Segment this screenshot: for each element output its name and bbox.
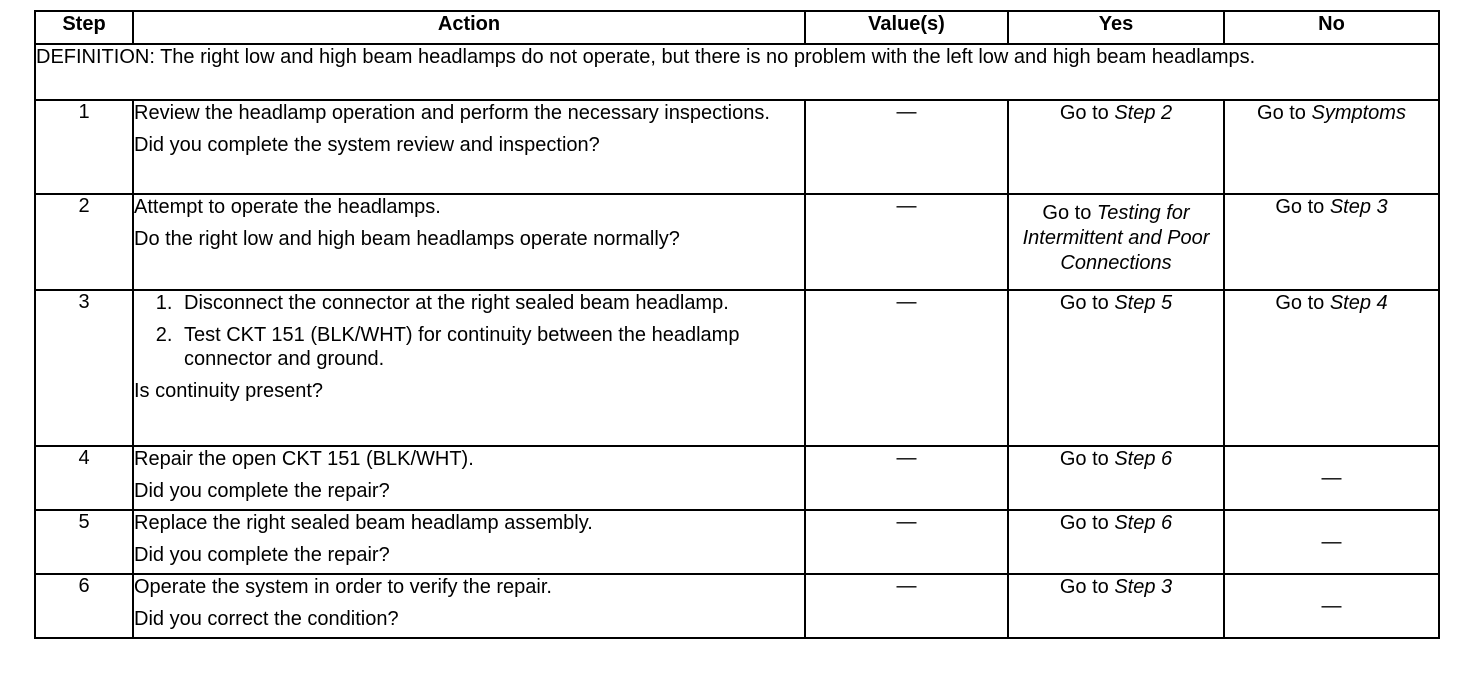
no-cell — [1224, 574, 1439, 638]
value-cell — [805, 290, 1008, 446]
yes-cell — [1008, 194, 1224, 290]
table-row — [35, 194, 1439, 290]
yes-prefix: Go to — [1059, 512, 1115, 534]
substep-item: 2. Test CKT 151 (BLK/WHT) for continuity between the headlamp connector and ground. — [178, 323, 804, 371]
no-dash: — — [1321, 530, 1342, 553]
yes-prefix: Go to — [1059, 292, 1115, 314]
action-text: Repair the open CKT 151 (BLK/WHT). — [134, 448, 474, 470]
step-number: 5 — [35, 510, 133, 574]
step-number: 1 — [35, 100, 133, 194]
yes-cell — [1008, 290, 1224, 446]
step-number: 2 — [35, 194, 133, 290]
value-cell — [805, 194, 1008, 290]
yes-prefix: Go to — [1059, 576, 1115, 598]
action-cell — [133, 446, 805, 510]
yes-link[interactable]: Testing for Intermittent and Poor Connections — [1022, 202, 1210, 274]
substep-item: 1. Disconnect the connector at the right sealed beam headlamp. — [178, 291, 804, 315]
action-cell — [133, 100, 805, 194]
action-question: Do the right low and high beam headlamps operate normally? — [134, 228, 680, 250]
header-action: Action — [133, 11, 805, 44]
no-link[interactable]: Symptoms — [1311, 102, 1406, 124]
yes-prefix: Go to — [1059, 102, 1115, 124]
substep-list — [134, 291, 804, 371]
value-dash: — — [896, 575, 917, 597]
yes-link[interactable]: Step 5 — [1114, 292, 1173, 314]
no-prefix: Go to — [1275, 196, 1330, 218]
yes-link[interactable]: Step 2 — [1114, 102, 1173, 124]
action-text: Review the headlamp operation and perform the necessary inspections. — [134, 102, 770, 124]
no-cell — [1224, 446, 1439, 510]
value-dash: — — [896, 291, 917, 313]
header-step: Step — [35, 11, 133, 44]
yes-link[interactable]: Step 3 — [1114, 576, 1173, 598]
value-cell — [805, 510, 1008, 574]
table-row — [35, 446, 1439, 510]
header-no: No — [1224, 11, 1439, 44]
no-prefix: Go to — [1257, 102, 1312, 124]
yes-cell — [1008, 446, 1224, 510]
action-question: Did you correct the condition? — [134, 608, 399, 630]
diagnostic-table-container — [34, 10, 1438, 639]
action-text: Operate the system in order to verify the repair. — [134, 576, 552, 598]
step-number: 3 — [35, 290, 133, 446]
definition-row — [35, 44, 1439, 100]
action-cell — [133, 290, 805, 446]
action-question: Did you complete the repair? — [134, 480, 390, 502]
yes-cell — [1008, 574, 1224, 638]
no-cell — [1224, 100, 1439, 194]
yes-link[interactable]: Step 6 — [1114, 448, 1173, 470]
step-number: 6 — [35, 574, 133, 638]
value-dash: — — [896, 101, 917, 123]
action-question: Did you complete the system review and inspection? — [134, 134, 600, 156]
yes-cell — [1008, 510, 1224, 574]
value-dash: — — [896, 195, 917, 217]
step-number: 4 — [35, 446, 133, 510]
action-text: Attempt to operate the headlamps. — [134, 196, 441, 218]
header-yes: Yes — [1008, 11, 1224, 44]
no-prefix: Go to — [1275, 292, 1330, 314]
value-dash: — — [896, 511, 917, 533]
table-row — [35, 290, 1439, 446]
action-cell — [133, 194, 805, 290]
table-row — [35, 574, 1439, 638]
yes-prefix: Go to — [1059, 448, 1115, 470]
no-link[interactable]: Step 3 — [1329, 196, 1388, 218]
value-cell — [805, 100, 1008, 194]
action-question: Did you complete the repair? — [134, 544, 390, 566]
table-row — [35, 510, 1439, 574]
value-dash: — — [896, 447, 917, 469]
value-cell — [805, 446, 1008, 510]
yes-link[interactable]: Step 6 — [1114, 512, 1173, 534]
no-dash: — — [1321, 594, 1342, 617]
action-cell — [133, 574, 805, 638]
yes-prefix: Go to — [1042, 202, 1097, 224]
definition-text: DEFINITION: The right low and high beam headlamps do not operate, but there is no problem with the left low and high beam headlamps. — [35, 44, 1439, 100]
action-text: Replace the right sealed beam headlamp assembly. — [134, 512, 593, 534]
yes-cell — [1008, 100, 1224, 194]
no-cell — [1224, 194, 1439, 290]
table-row — [35, 100, 1439, 194]
no-dash: — — [1321, 466, 1342, 489]
no-cell — [1224, 510, 1439, 574]
action-question: Is continuity present? — [134, 380, 323, 402]
no-link[interactable]: Step 4 — [1329, 292, 1388, 314]
value-cell — [805, 574, 1008, 638]
action-cell — [133, 510, 805, 574]
no-cell — [1224, 290, 1439, 446]
header-row — [35, 11, 1439, 44]
header-values: Value(s) — [805, 11, 1008, 44]
diagnostic-table — [34, 10, 1440, 639]
